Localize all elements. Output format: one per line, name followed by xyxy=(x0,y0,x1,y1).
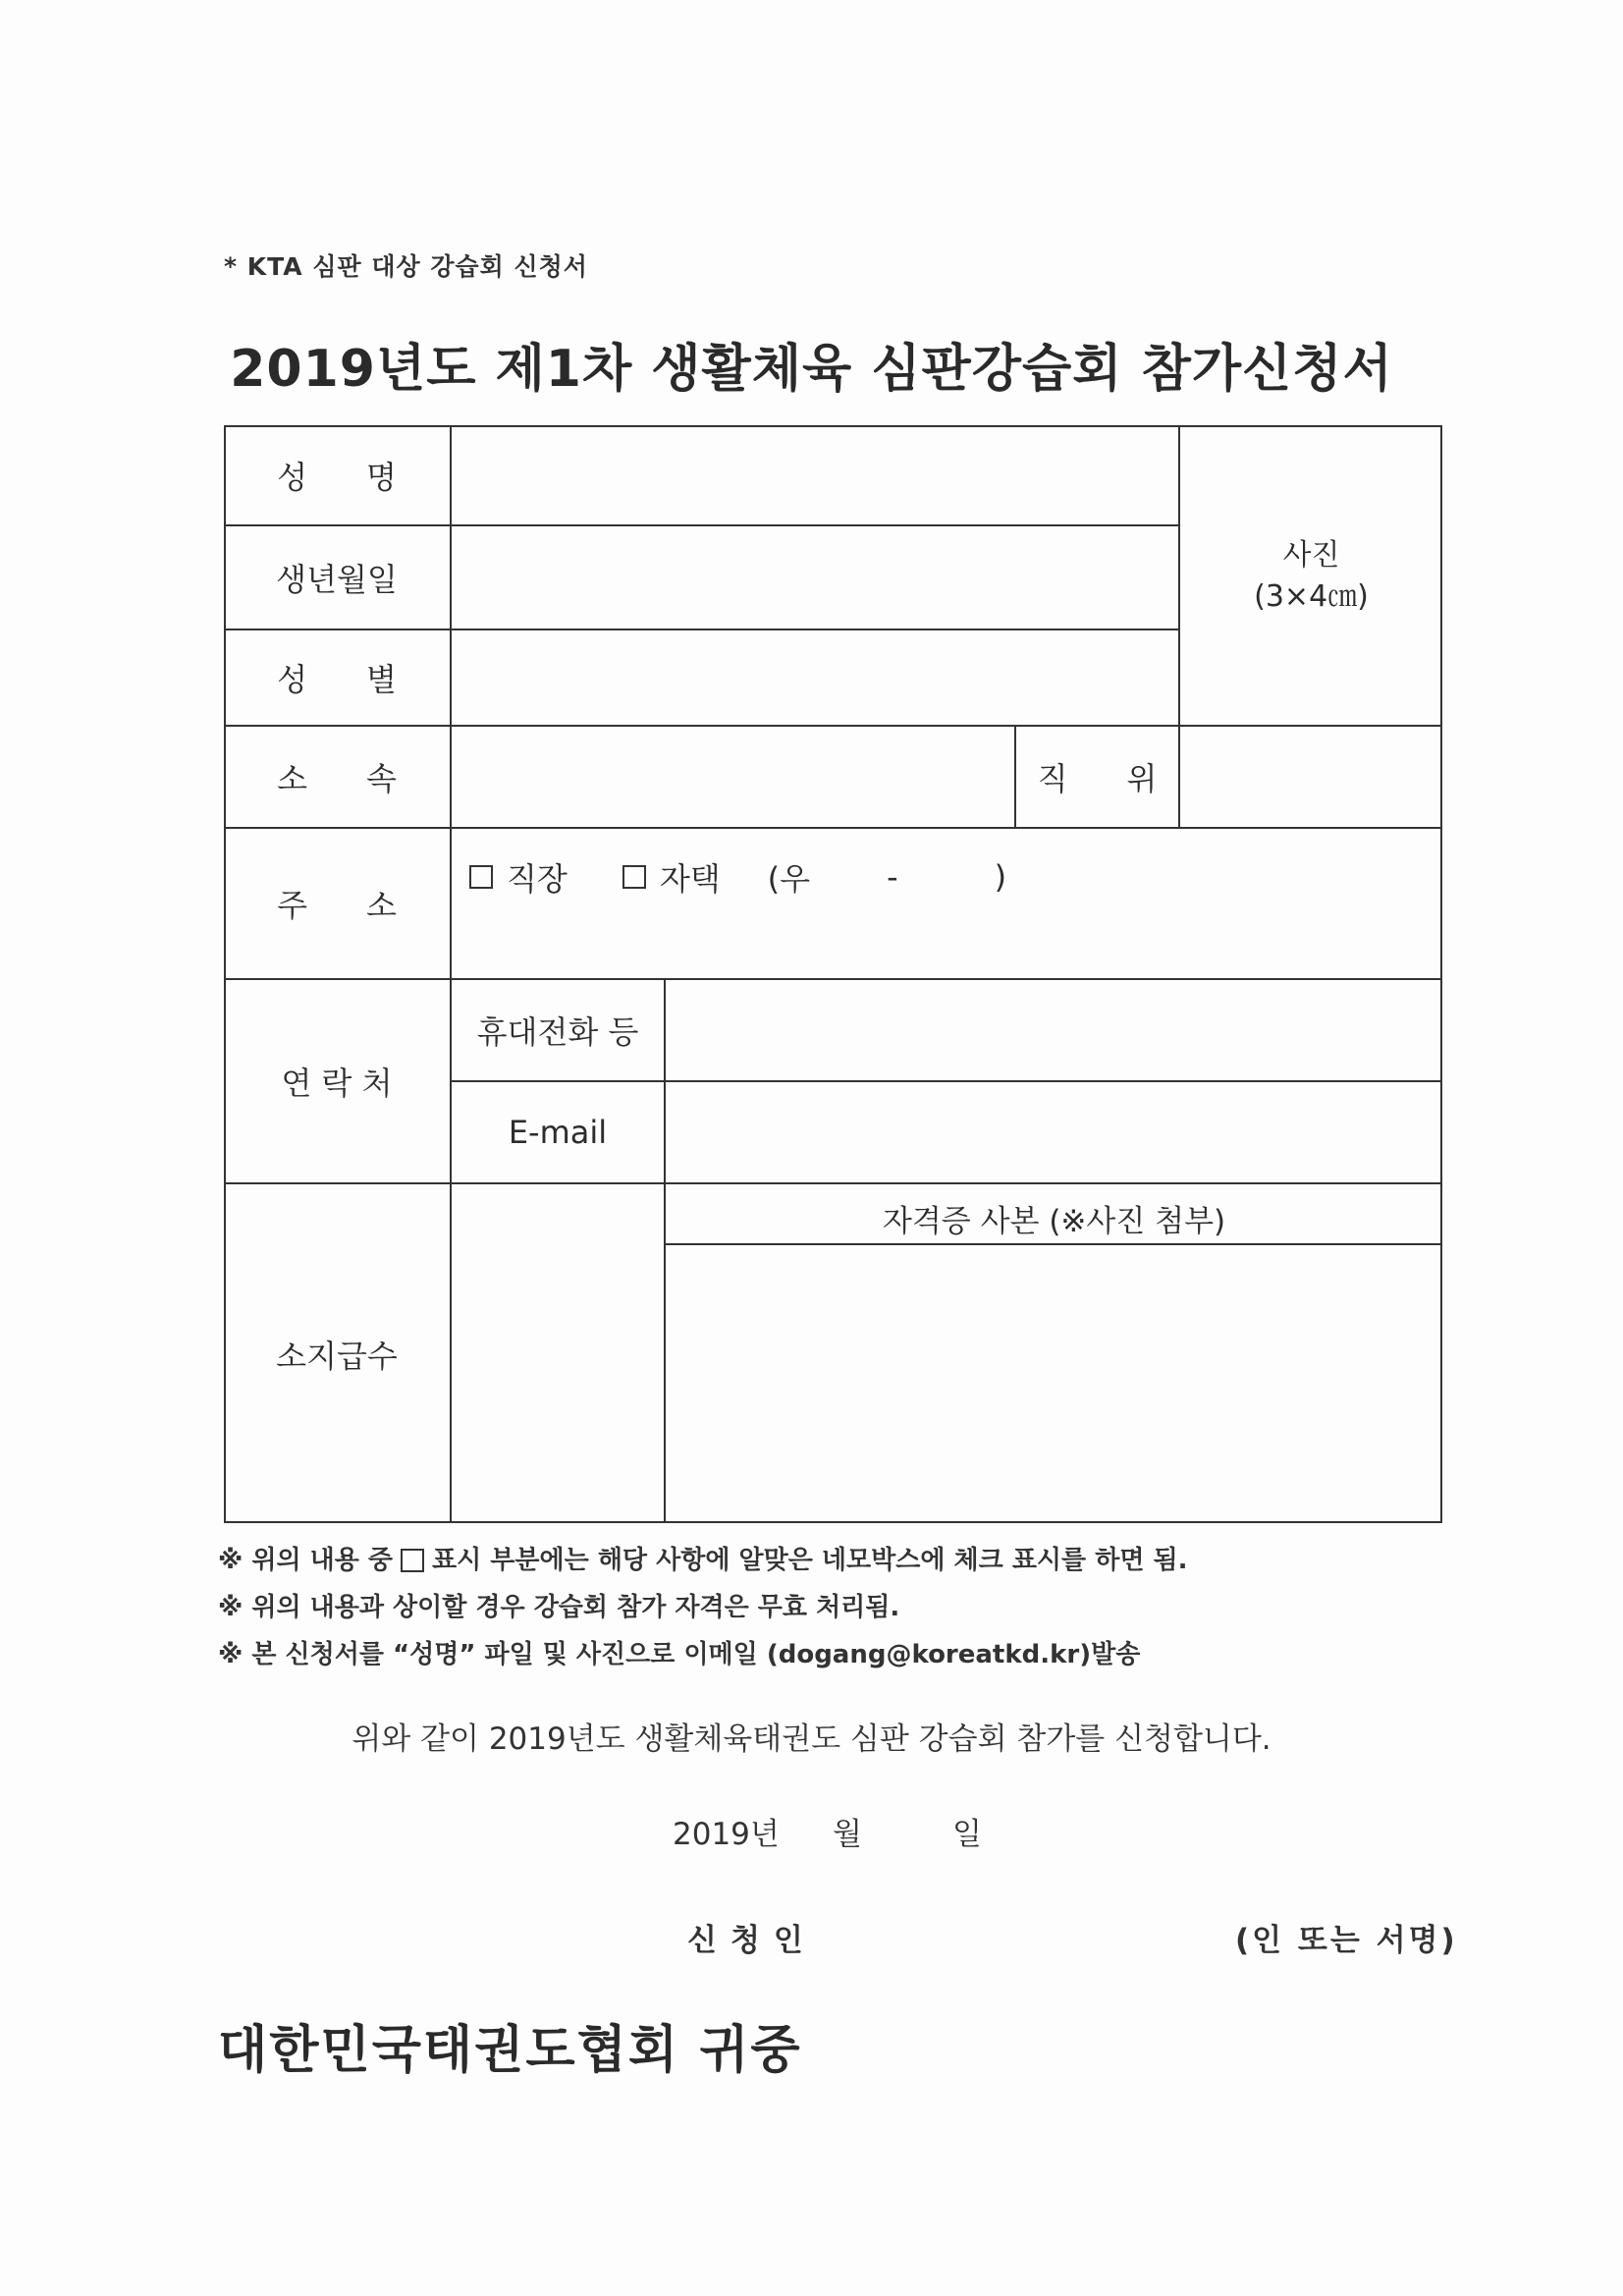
home-checkbox[interactable] xyxy=(622,865,646,889)
checkbox-icon xyxy=(401,1549,424,1572)
signature-label[interactable]: (인 또는 서명) xyxy=(1235,1923,1458,1958)
postal-dash: - xyxy=(887,858,898,896)
affiliation-label: 소속 xyxy=(277,760,456,797)
applicant-label: 신청인 xyxy=(687,1923,817,1958)
email-field[interactable] xyxy=(666,1082,1442,1182)
address-label: 주소 xyxy=(277,887,456,924)
gender-label: 성별 xyxy=(277,661,456,698)
postal-open: (우 xyxy=(767,860,811,898)
notes-block xyxy=(218,1537,1188,1678)
grade-field[interactable] xyxy=(452,1184,664,1523)
address-field[interactable] xyxy=(452,913,1442,976)
address-options xyxy=(469,854,1006,900)
declaration-text: 위와 같이 2019년도 생활체육태권도 심판 강습회 참가를 신청합니다. xyxy=(352,1722,1271,1757)
gender-field[interactable] xyxy=(452,630,1178,725)
date-month: 월 xyxy=(833,1817,862,1852)
certificate-label: 자격증 사본 (※사진 첨부) xyxy=(882,1203,1226,1239)
note-line-2: ※ 위의 내용과 상이할 경우 강습회 참가 자격은 무효 처리됨. xyxy=(218,1593,900,1622)
date-year: 2019년 xyxy=(673,1817,780,1852)
name-field[interactable] xyxy=(452,427,1178,524)
affiliation-field[interactable] xyxy=(452,727,1014,827)
position-label: 직위 xyxy=(1037,760,1217,797)
birthdate-label: 생년월일 xyxy=(276,561,398,598)
phone-label: 휴대전화 등 xyxy=(476,1013,639,1051)
home-option-label: 자택 xyxy=(659,860,721,898)
work-checkbox[interactable] xyxy=(469,865,493,889)
addressee: 대한민국태권도협회 귀중 xyxy=(218,2021,802,2080)
date-day: 일 xyxy=(952,1817,982,1852)
grade-label: 소지급수 xyxy=(276,1337,398,1375)
form-type-note: * KTA 심판 대상 강습회 신청서 xyxy=(224,252,588,281)
email-label: E-mail xyxy=(508,1114,608,1151)
document-title: 2019년도 제1차 생활체육 심판강습회 참가신청서 xyxy=(230,340,1393,399)
note-line-1: ※ 위의 내용 중 표시 부분에는 해당 사항에 알맞은 네모박스에 체크 표시를 하면 됨. xyxy=(218,1546,1188,1575)
birthdate-field[interactable] xyxy=(452,526,1178,629)
work-option-label: 직장 xyxy=(507,860,568,898)
photo-size-label: (3×4㎝) xyxy=(1254,578,1369,614)
note-line-3: ※ 본 신청서를 “성명” 파일 및 사진으로 이메일 (dogang@koreatkd.kr)발송 xyxy=(218,1640,1141,1669)
photo-label: 사진 xyxy=(1282,537,1340,573)
phone-field[interactable] xyxy=(666,980,1442,1080)
name-label: 성명 xyxy=(277,458,456,496)
position-field[interactable] xyxy=(1180,727,1442,827)
contact-label: 연 락 처 xyxy=(281,1065,393,1102)
photo-box[interactable] xyxy=(1180,427,1442,725)
postal-close: ) xyxy=(994,858,1007,896)
certificate-attachment-area[interactable] xyxy=(666,1245,1442,1523)
